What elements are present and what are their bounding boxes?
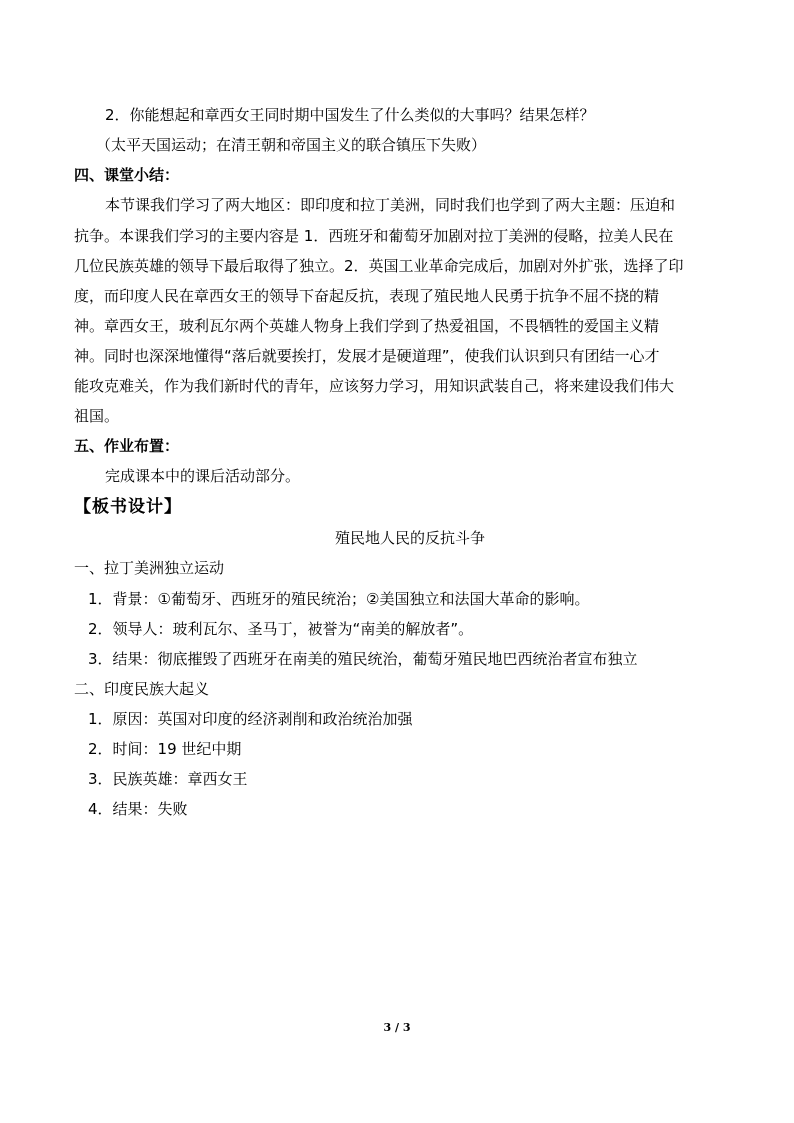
board-part2-heading: 二、印度民族大起义 — [74, 680, 210, 698]
summary-line-4: 度，而印度人民在章西女王的领导下奋起反抗，表现了殖民地人民勇于抗争不屈不挠的精 — [74, 287, 660, 305]
board-design-heading: 【板书设计】 — [74, 497, 182, 517]
board-part2-item-3: 3．民族英雄：章西女王 — [88, 770, 248, 788]
board-part1-heading: 一、拉丁美洲独立运动 — [74, 559, 225, 577]
board-part2-item-1: 1．原因：英国对印度的经济剥削和政治统治加强 — [88, 710, 413, 728]
summary-line-1: 本节课我们学习了两大地区：即印度和拉丁美洲，同时我们也学到了两大主题：压迫和 — [105, 196, 676, 214]
answer-2: （太平天国运动；在清王朝和帝国主义的联合镇压下失败） — [96, 136, 487, 154]
summary-line-6: 神。同时也深深地懂得“落后就要挨打，发展才是硬道理”，使我们认识到只有团结一心才 — [74, 347, 660, 365]
board-part2-item-4: 4．结果：失败 — [88, 800, 188, 818]
board-part2-item-2: 2．时间：19 世纪中期 — [88, 740, 242, 758]
board-part1-item-3: 3．结果：彻底摧毁了西班牙在南美的殖民统治，葡萄牙殖民地巴西统治者宣布独立 — [88, 650, 638, 668]
question-2: 2．你能想起和章西女王同时期中国发生了什么类似的大事吗？结果怎样？ — [105, 106, 595, 124]
board-part1-item-1: 1．背景：①葡萄牙、西班牙的殖民统治；②美国独立和法国大革命的影响。 — [88, 590, 590, 608]
summary-line-2: 抗争。本课我们学习的主要内容是 1．西班牙和葡萄牙加剧对拉丁美洲的侵略，拉美人民在 — [74, 227, 674, 245]
section-heading-summary: 四、课堂小结： — [74, 166, 180, 184]
summary-line-5: 神。章西女王，玻利瓦尔两个英雄人物身上我们学到了热爱祖国，不畏牺牲的爱国主义精 — [74, 317, 660, 335]
summary-line-7: 能攻克难关，作为我们新时代的青年，应该努力学习，用知识武装自己，将来建设我们伟大 — [74, 377, 675, 395]
page-number: 3 / 3 — [383, 1021, 411, 1034]
summary-line-8: 祖国。 — [74, 407, 120, 425]
board-part1-item-2: 2．领导人：玻利瓦尔、圣马丁，被誉为“南美的解放者”。 — [88, 620, 474, 638]
homework-text: 完成课本中的课后活动部分。 — [105, 467, 301, 485]
board-title: 殖民地人民的反抗斗争 — [334, 529, 485, 547]
section-heading-homework: 五、作业布置： — [74, 437, 180, 455]
summary-line-3: 几位民族英雄的领导下最后取得了独立。2．英国工业革命完成后，加剧对外扩张，选择了印 — [74, 257, 684, 275]
